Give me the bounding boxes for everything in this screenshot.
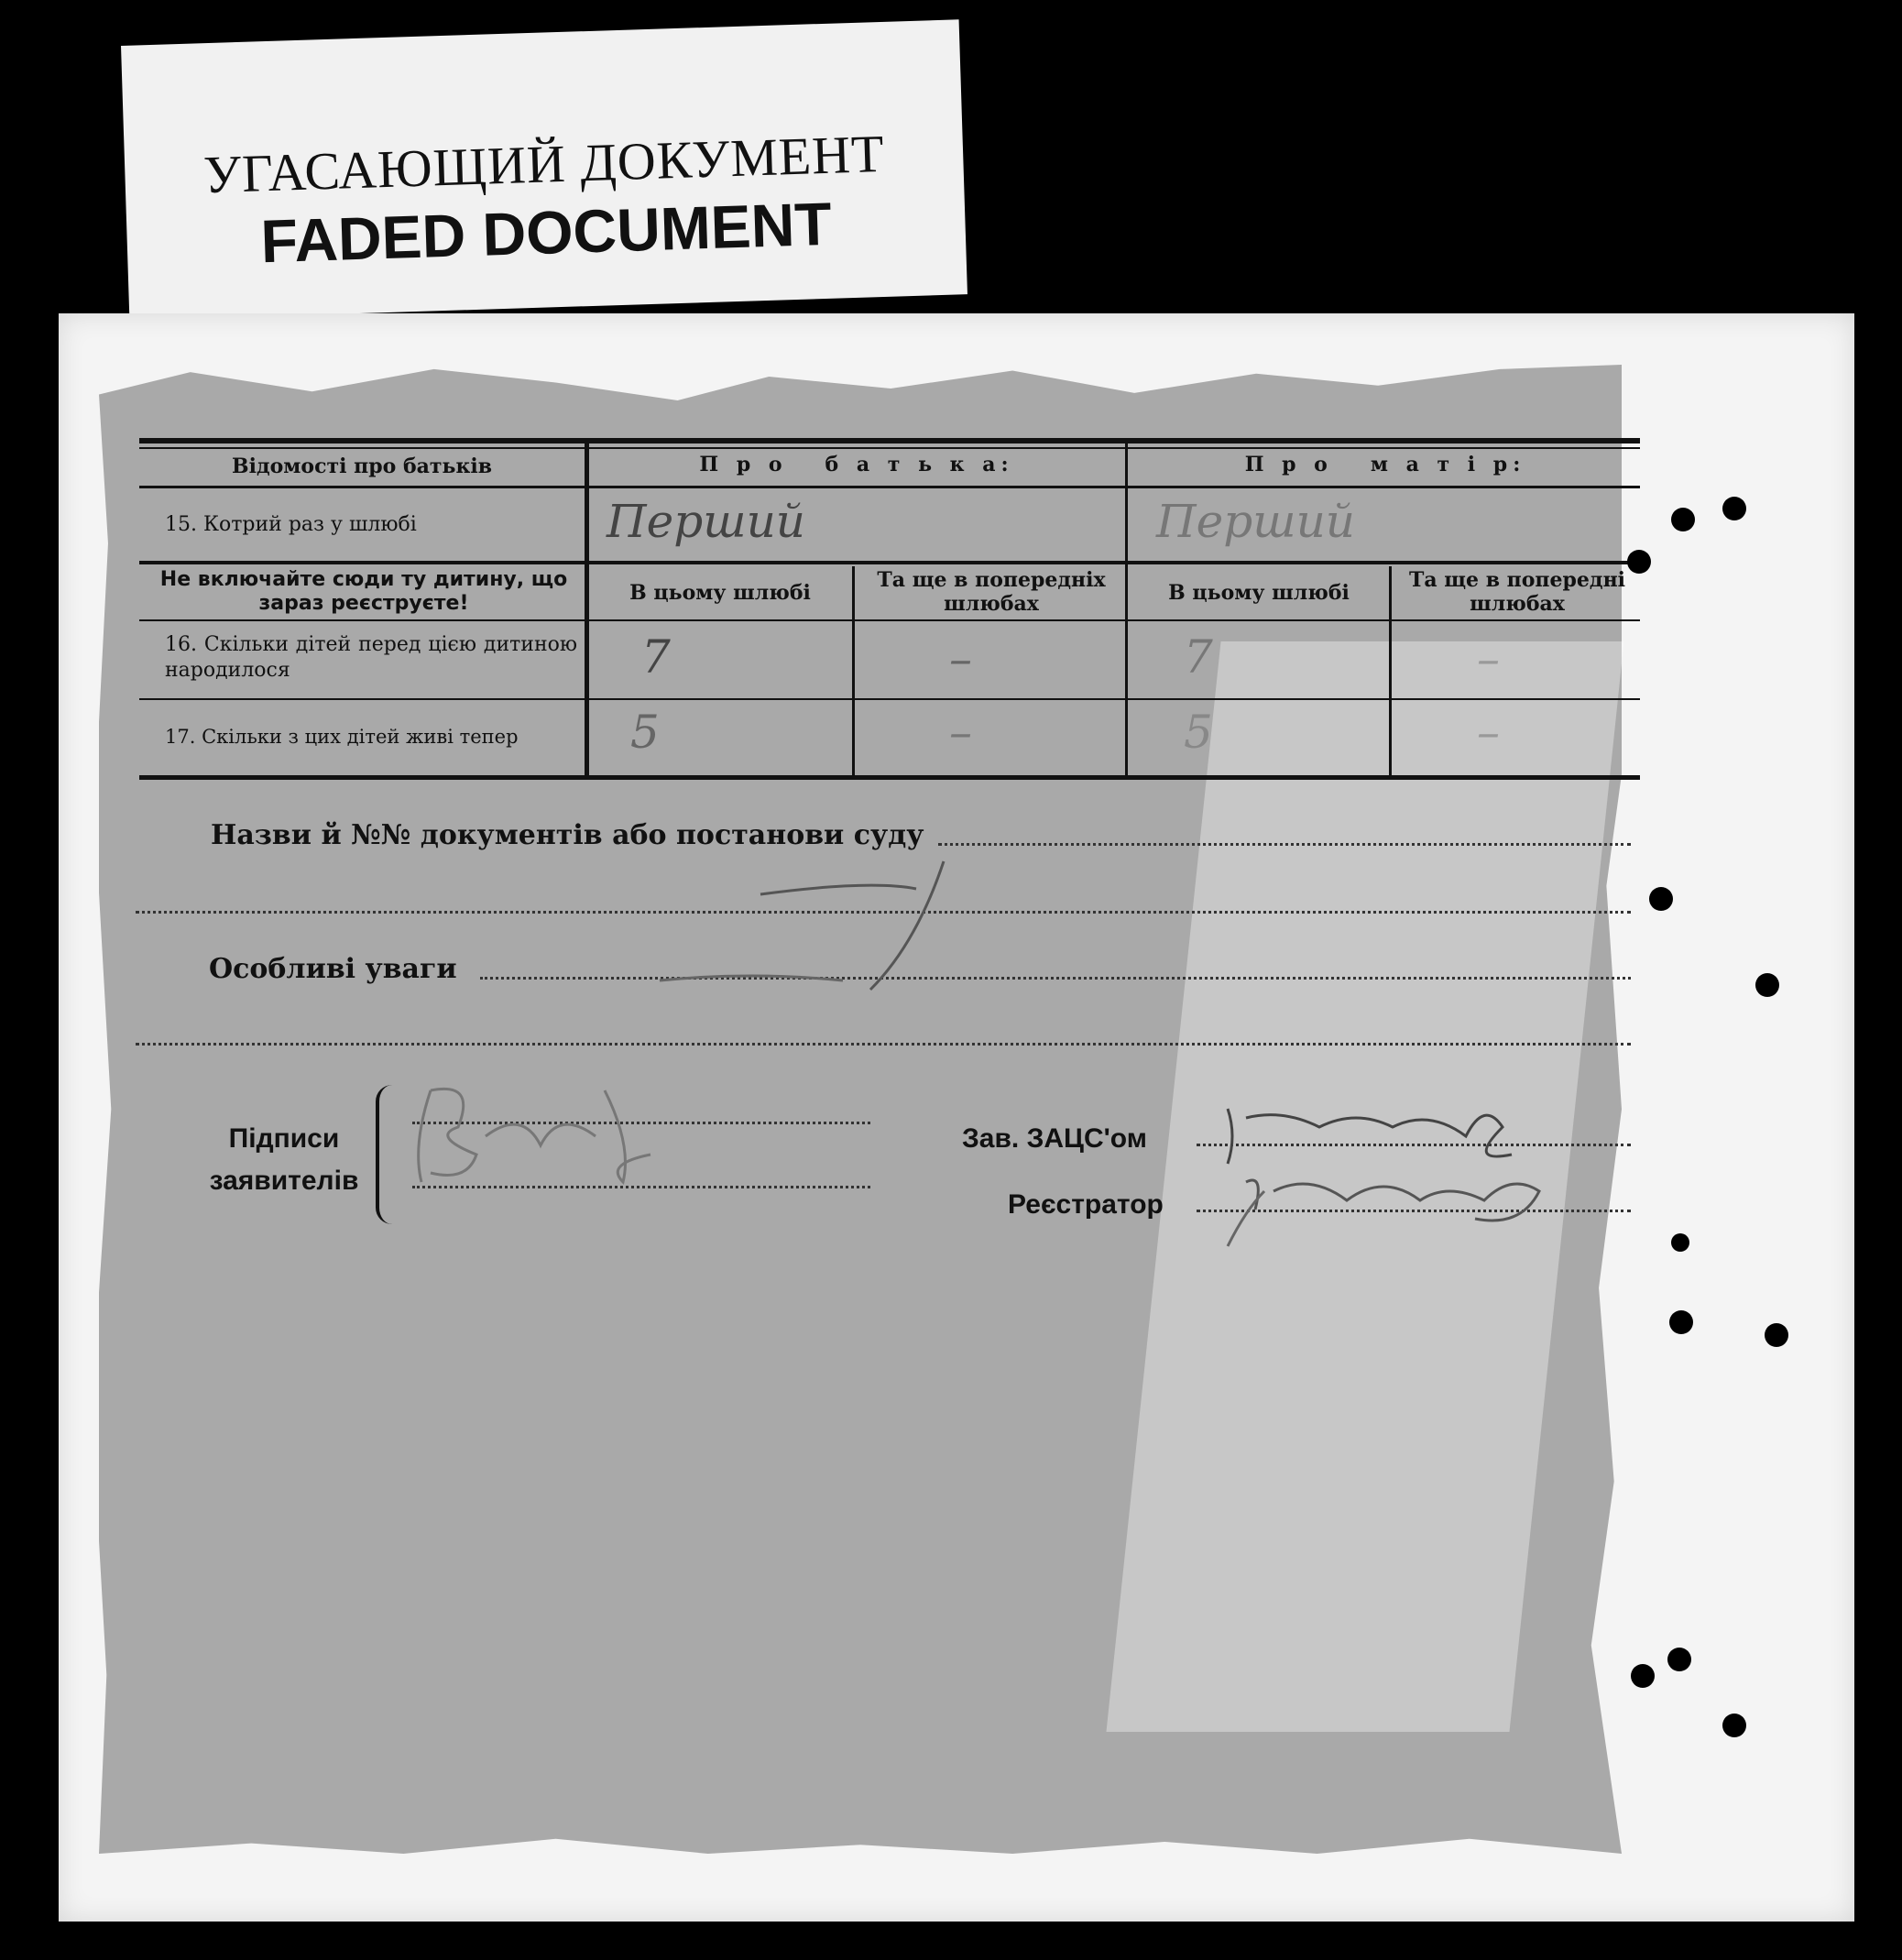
row15-mother-value: Перший bbox=[1156, 495, 1355, 548]
row16-father-this: 7 bbox=[641, 630, 671, 684]
row17-father-this: 5 bbox=[630, 706, 660, 759]
applicant-signature bbox=[394, 1072, 669, 1200]
head-zags-label: Зав. ЗАЦС'ом bbox=[962, 1123, 1147, 1154]
row16-father-prev: – bbox=[949, 632, 972, 685]
remarks-label: Особливі уваги bbox=[209, 953, 457, 985]
head-signature bbox=[1209, 1081, 1576, 1265]
punch-hole bbox=[1671, 1233, 1689, 1252]
punch-hole bbox=[1667, 1648, 1691, 1671]
punch-hole bbox=[1671, 508, 1695, 531]
label-english: FADED DOCUMENT bbox=[259, 189, 833, 276]
header-parents-info: Відомості про батьків bbox=[232, 454, 492, 478]
exclude-child-note: Не включайте сюди ту дитину, що зараз реєструєте! bbox=[159, 568, 568, 615]
row16-mother-this: 7 bbox=[1184, 630, 1213, 684]
punch-hole bbox=[1649, 887, 1673, 911]
signature-brace bbox=[376, 1085, 394, 1224]
remarks-line-2 bbox=[136, 1043, 1631, 1046]
handwritten-dash-marks bbox=[641, 843, 1063, 1008]
punch-hole bbox=[1765, 1323, 1788, 1347]
row17-label: 17. Скільки з цих дітей живі тепер bbox=[165, 726, 519, 748]
punch-hole bbox=[1631, 1664, 1655, 1688]
punch-hole bbox=[1722, 1714, 1746, 1737]
punch-hole bbox=[1627, 550, 1651, 574]
row16-label: 16. Скільки дітей перед цією дитиною народилося bbox=[165, 633, 577, 682]
mother-prev-marriages-header: Та ще в попередні шлюбах bbox=[1408, 568, 1626, 616]
row15-father-value: Перший bbox=[607, 495, 805, 548]
header-father: П р о б а т ь к а: bbox=[699, 453, 1014, 476]
header-mother: П р о м а т і р: bbox=[1244, 453, 1526, 476]
row17-father-prev: – bbox=[949, 706, 972, 759]
documents-label: Назви й №№ документів або постанови суду bbox=[211, 819, 924, 851]
row17-mother-this: 5 bbox=[1184, 706, 1213, 759]
father-this-marriage-header: В цьому шлюбі bbox=[629, 581, 811, 605]
parents-info-table bbox=[139, 438, 1640, 781]
row17-mother-prev: – bbox=[1477, 706, 1500, 759]
mother-this-marriage-header: В цьому шлюбі bbox=[1168, 581, 1350, 605]
punch-hole bbox=[1722, 497, 1746, 520]
row16-mother-prev: – bbox=[1477, 632, 1500, 685]
registrar-label: Реєстратор bbox=[1008, 1189, 1164, 1220]
father-prev-marriages-header: Та ще в попередніх шлюбах bbox=[877, 568, 1106, 616]
label-russian: УГАСАЮЩИЙ ДОКУМЕНТ bbox=[202, 123, 886, 205]
applicants-signatures-label: Підписи заявителів bbox=[209, 1123, 359, 1196]
row15-label: 15. Котрий раз у шлюбі bbox=[165, 513, 417, 536]
punch-hole bbox=[1755, 973, 1779, 997]
faded-document-label bbox=[121, 19, 967, 321]
punch-hole bbox=[1669, 1310, 1693, 1334]
